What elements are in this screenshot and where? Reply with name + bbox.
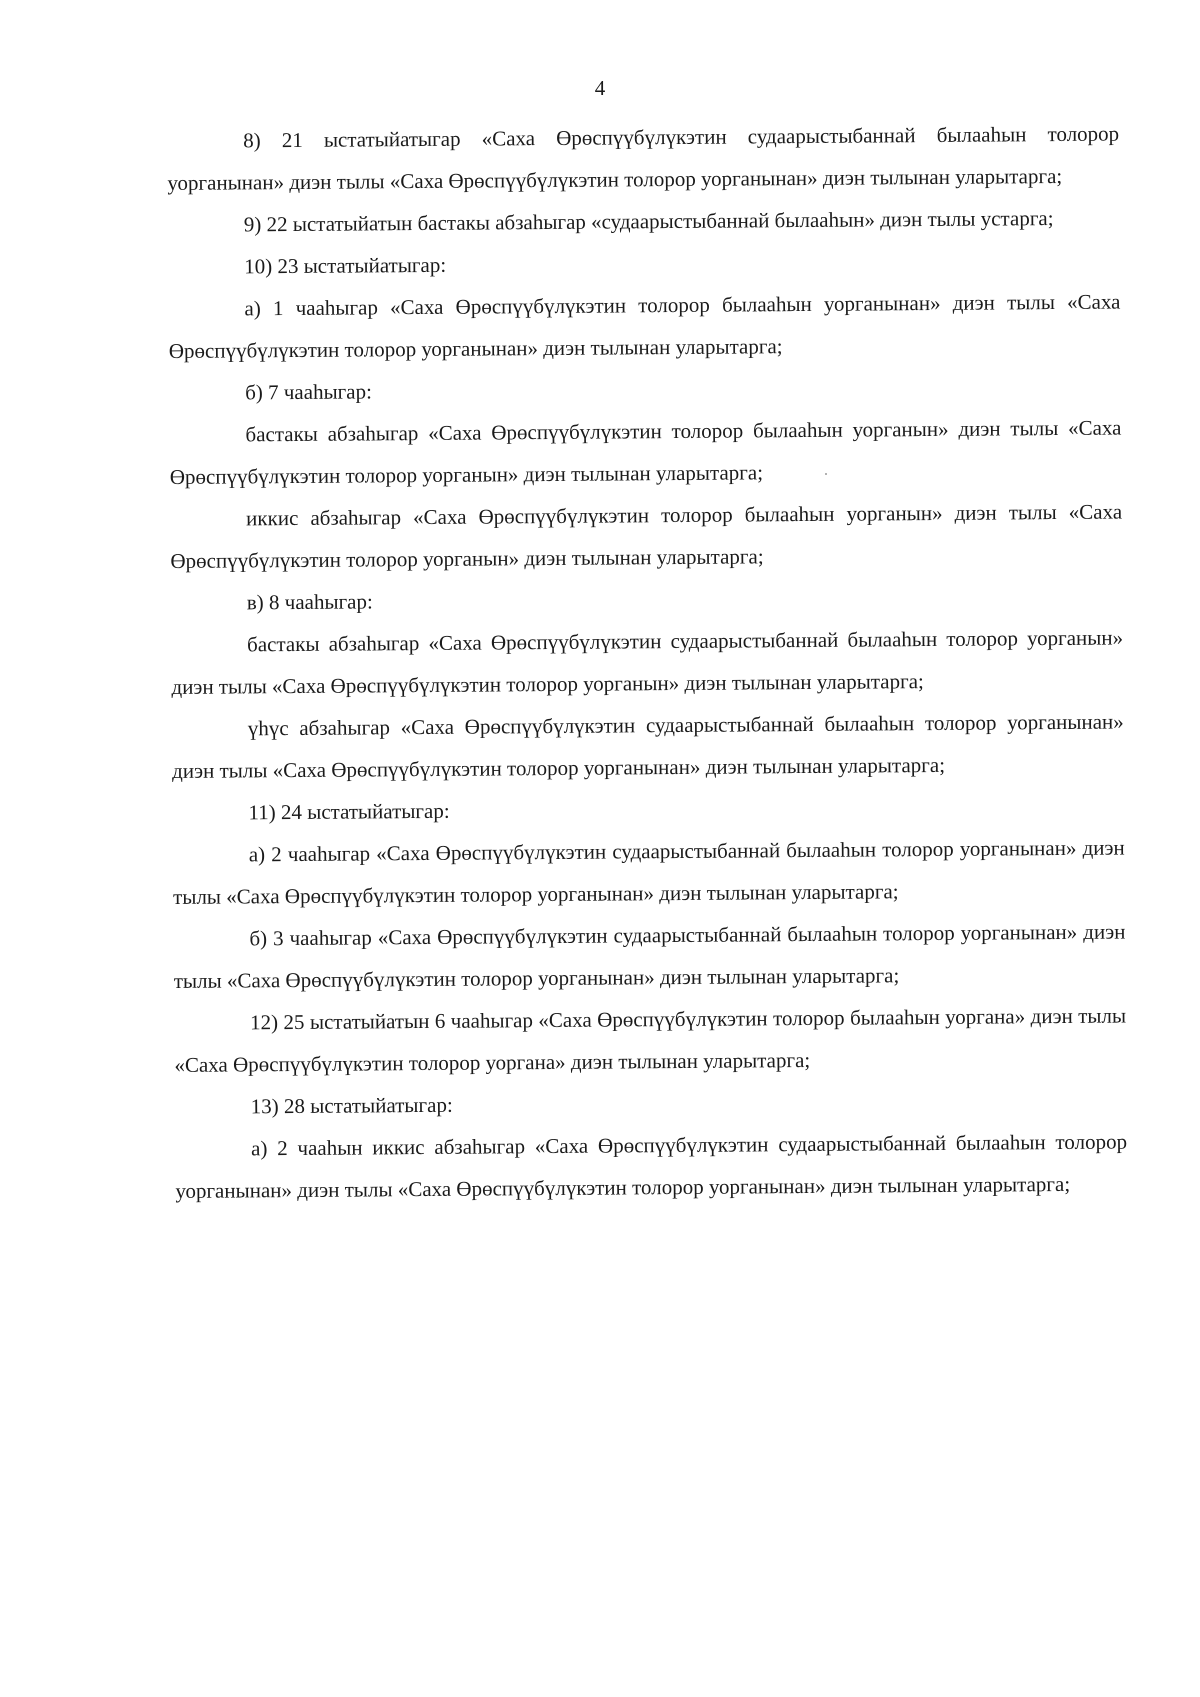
paragraph-16: а) 2 чааһын иккис абзаһыгар «Саха Өрөспүүбүлүкэтин судаарыстыбаннай былааһын толорор уорганынан» диэн тылы «Саха Өрөспүүбүлүкэтин толорор уорганынан» диэн тылынан уларытарга; xyxy=(175,1129,1128,1203)
paragraph-5: б) 7 чааһыгар: xyxy=(245,379,372,405)
paragraph-2: 9) 22 ыстатыйатын бастакы абзаһыгар «судаарыстыбаннай былааһын» диэн тылы устарга; xyxy=(243,206,1054,237)
paragraph-3: 10) 23 ыстатыйатыгар: xyxy=(244,252,447,279)
paragraph-1: 8) 21 ыстатыйатыгар «Саха Өрөспүүбүлүкэтин судаарыстыбаннай былааһын толорор уорганынан» диэн тылы «Саха Өрөспүүбүлүкэтин толорор уорганынан» диэн тылынан уларытарга; xyxy=(167,121,1120,195)
paragraph-8: в) 8 чааһыгар: xyxy=(246,589,373,615)
document-body xyxy=(167,113,1128,1212)
paragraph-14: 12) 25 ыстатыйатын 6 чааһыгар «Саха Өрөспүүбүлүкэтин толорор былааһын уоргана» диэн тылы «Саха Өрөспүүбүлүкэтин толорор уоргана» диэн тылынан уларытарга; xyxy=(174,1003,1127,1077)
paragraph-10: үһүс абзаһыгар «Саха Өрөспүүбүлүкэтин судаарыстыбаннай былааһын толорор уорганынан» диэн тылы «Саха Өрөспүүбүлүкэтин толорор уорганынан» диэн тылынан уларытарга; xyxy=(172,709,1124,783)
page-number: 4 xyxy=(594,76,606,100)
paragraph-6: бастакы абзаһыгар «Саха Өрөспүүбүлүкэтин толорор былааһын уорганын» диэн тылы «Саха Өрөспүүбүлүкэтин толорор уорганын» диэн тылынан уларытарга; xyxy=(169,415,1122,489)
paragraph-12: а) 2 чааһыгар «Саха Өрөспүүбүлүкэтин судаарыстыбаннай былааһын толорор уорганынан» диэн тылы «Саха Өрөспүүбүлүкэтин толорор уорганынан» диэн тылынан уларытарга; xyxy=(173,835,1125,909)
paragraph-13: б) 3 чааһыгар «Саха Өрөспүүбүлүкэтин судаарыстыбаннай былааһын толорор уорганынан» диэн тылы «Саха Өрөспүүбүлүкэтин толорор уорганынан» диэн тылынан уларытарга; xyxy=(173,919,1126,993)
paragraph-7: иккис абзаһыгар «Саха Өрөспүүбүлүкэтин толорор былааһын уорганын» диэн тылы «Саха Өрөспүүбүлүкэтин толорор уорганын» диэн тылынан уларытарга; xyxy=(170,499,1123,573)
paragraph-4: а) 1 чааһыгар «Саха Өрөспүүбүлүкэтин толорор былааһын уорганынан» диэн тылы «Саха Өрөспүүбүлүкэтин толорор уорганынан» диэн тылынан уларытарга; xyxy=(168,289,1121,363)
paragraph-15: 13) 28 ыстатыйатыгар: xyxy=(250,1092,453,1119)
paragraph-11: 11) 24 ыстатыйатыгар: xyxy=(248,798,450,825)
paragraph-9: бастакы абзаһыгар «Саха Өрөспүүбүлүкэтин судаарыстыбаннай былааһын толорор уорганын» диэн тылы «Саха Өрөспүүбүлүкэтин толорор уорганын» диэн тылынан уларытарга; xyxy=(171,625,1124,699)
scan-speck xyxy=(825,473,827,475)
